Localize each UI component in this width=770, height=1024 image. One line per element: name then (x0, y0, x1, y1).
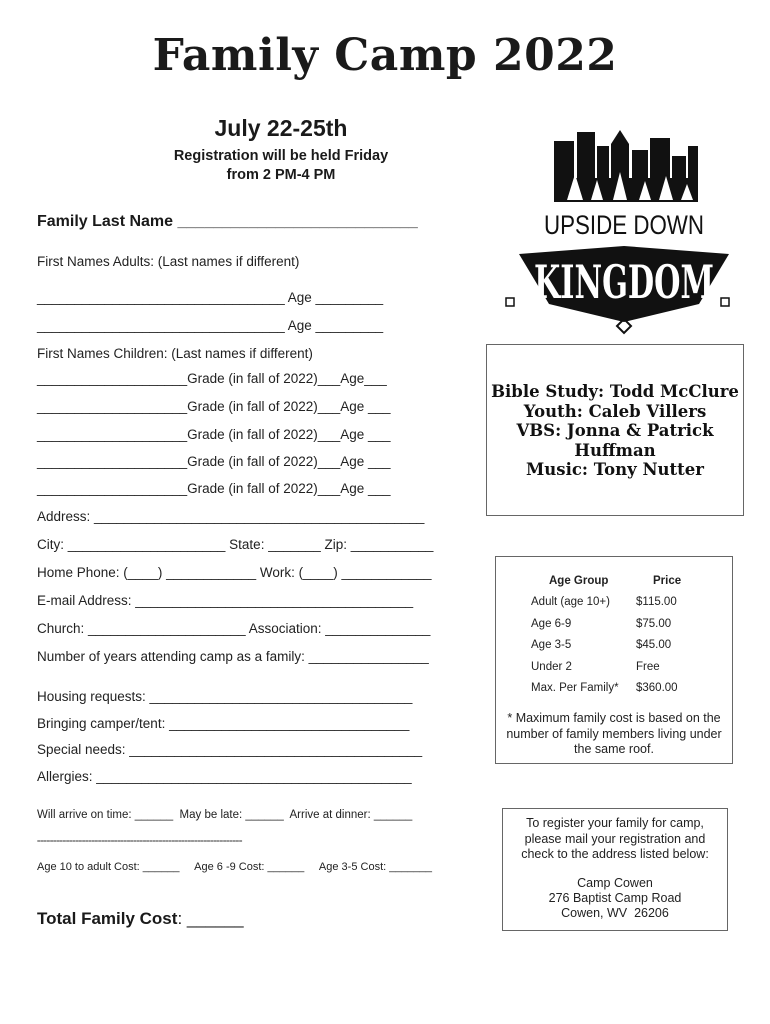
price-row-group: Age 3-5 (531, 639, 572, 651)
address-field[interactable]: Address: ____________________________________________ (37, 509, 425, 524)
child-line-4[interactable]: ____________________Grade (in fall of 2022)___Age ___ (37, 454, 391, 469)
staff-box (486, 344, 744, 516)
price-row-price: $75.00 (636, 618, 672, 630)
total-cost-field[interactable] (37, 909, 244, 929)
child-line-5[interactable]: ____________________Grade (in fall of 2022)___Age ___ (37, 481, 391, 496)
years-attending-field[interactable]: Number of years attending camp as a family: ________________ (37, 649, 429, 664)
registration-time-line1: Registration will be held Friday (173, 148, 389, 164)
children-label: First Names Children: (Last names if different) (37, 346, 313, 361)
mail-instructions: To register your family for camp, please mail your registration and check to the address listed below: (521, 816, 709, 861)
special-needs-field[interactable]: Special needs: _______________________________________ (37, 742, 423, 757)
mail-registration-box (502, 808, 728, 931)
price-row-price: $360.00 (636, 682, 678, 694)
upside-down-kingdom-logo (490, 108, 730, 323)
price-note: * Maximum family cost is based on the number of family members living under the same roof. (506, 711, 722, 756)
staff-youth: Youth: Caleb Villers (523, 401, 707, 421)
arrival-field[interactable]: Will arrive on time: ______ May be late: ______ Arrive at dinner: ______ (37, 809, 413, 821)
church-association-field[interactable]: Church: _____________________ Association: ______________ (37, 621, 431, 636)
staff-music: Music: Tony Nutter (526, 460, 704, 479)
registration-time-line2: from 2 PM-4 PM (226, 167, 336, 183)
price-header-price: Price (653, 575, 682, 587)
child-line-2[interactable]: ____________________Grade (in fall of 2022)___Age ___ (37, 399, 391, 414)
page-title: Family Camp 2022 (152, 30, 618, 81)
staff-bible-study: Bible Study: Todd McClure (491, 382, 739, 401)
adult-line-1[interactable]: _________________________________ Age _________ (37, 290, 384, 305)
total-cost-blank[interactable]: : ______ (177, 909, 244, 928)
logo-line1: UPSIDE DOWN (543, 210, 704, 240)
price-table-box (495, 556, 733, 764)
camp-dates: July 22-25th (214, 115, 348, 141)
mail-address-street: 276 Baptist Camp Road (548, 891, 682, 905)
logo-line2: KINGDOM (533, 255, 714, 309)
family-last-name-field[interactable]: Family Last Name ___________________________ (37, 213, 418, 230)
adult-line-2[interactable]: _________________________________ Age _________ (37, 318, 384, 333)
email-field[interactable]: E-mail Address: _____________________________________ (37, 593, 414, 608)
price-row-group: Under 2 (531, 661, 572, 673)
dotted-divider: ================================================================ (37, 839, 243, 845)
child-line-3[interactable]: ____________________Grade (in fall of 2022)___Age ___ (37, 427, 391, 442)
kingdom-logo-icon (499, 126, 739, 341)
staff-vbs: VBS: Jonna & Patrick Huffman (516, 421, 714, 460)
housing-requests-field[interactable]: Housing requests: ___________________________________ (37, 689, 413, 704)
mail-address-city: Cowen, WV 26206 (561, 906, 669, 920)
child-line-1[interactable]: ____________________Grade (in fall of 2022)___Age___ (37, 371, 387, 386)
price-row-price: $45.00 (636, 639, 672, 651)
price-row-group: Age 6-9 (531, 618, 572, 630)
price-row-price: $115.00 (636, 596, 677, 608)
price-row-group: Adult (age 10+) (531, 596, 610, 608)
cost-fields[interactable]: Age 10 to adult Cost: ______ Age 6 -9 Cost: ______ Age 3-5 Cost: _______ (37, 861, 433, 873)
allergies-field[interactable]: Allergies: __________________________________________ (37, 769, 412, 784)
price-row-price: Free (636, 661, 660, 673)
adults-label: First Names Adults: (Last names if different) (37, 254, 300, 269)
phone-field[interactable]: Home Phone: (____) ____________ Work: (____) ____________ (37, 565, 432, 580)
total-cost-label: Total Family Cost (37, 909, 178, 928)
mail-address-name: Camp Cowen (577, 876, 653, 890)
price-header-group: Age Group (549, 575, 609, 587)
city-state-zip-field[interactable]: City: _____________________ State: _______ Zip: ___________ (37, 537, 434, 552)
camper-tent-field[interactable]: Bringing camper/tent: ________________________________ (37, 716, 410, 731)
price-row-group: Max. Per Family* (531, 682, 619, 694)
